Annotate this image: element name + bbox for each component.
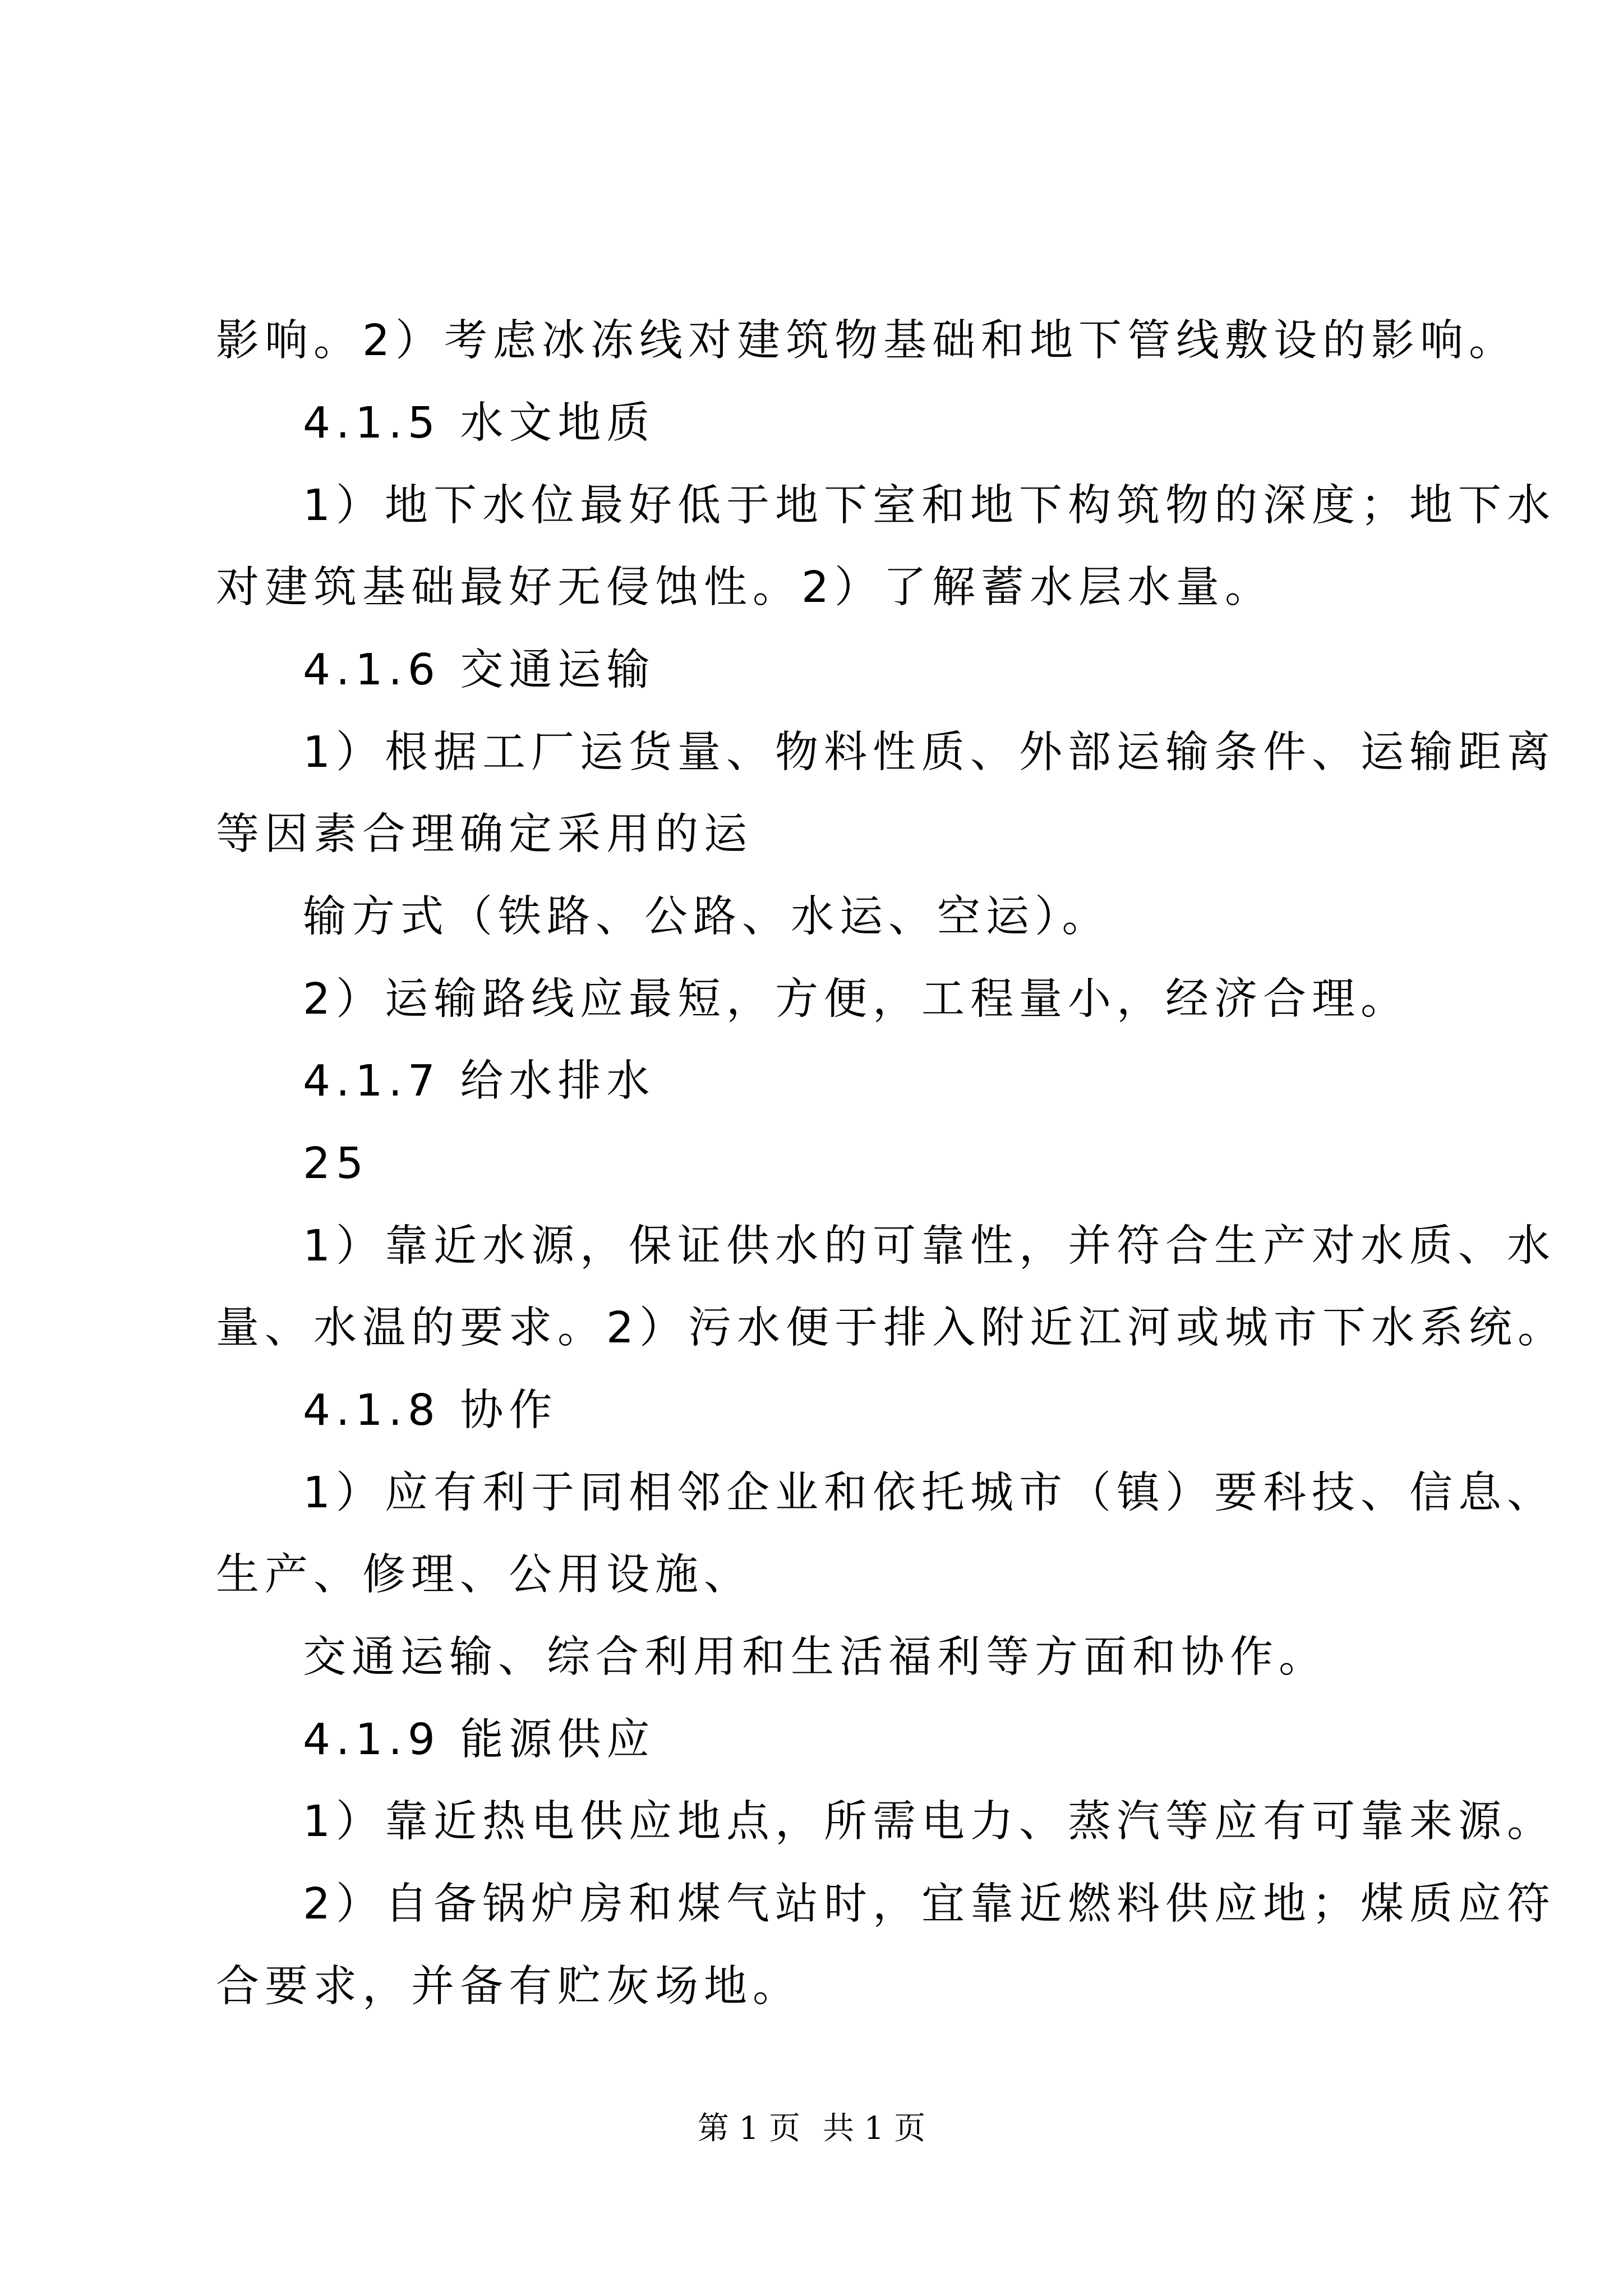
section-heading: 4.1.9 能源供应 [303,1715,656,1765]
text-line: 输方式（铁路、公路、水运、空运）。 [303,892,1111,942]
text-line: 影响。2）考虑冰冻线对建筑物基础和地下管线敷设的影响。 [216,316,1518,366]
text-line: 等因素合理确定采用的运 [216,809,753,859]
page-number-text: 25 [303,1139,369,1189]
text-line: 生产、修理、公用设施、 [216,1550,753,1600]
section-heading: 4.1.5 水文地质 [303,398,656,448]
text-line: 1）地下水位最好低于地下室和地下构筑物的深度；地下水 [303,481,1556,531]
text-line: 合要求，并备有贮灰场地。 [216,1962,801,2012]
section-heading: 4.1.8 协作 [303,1386,558,1435]
text-line: 量、水温的要求。2）污水便于排入附近江河或城市下水系统。 [216,1303,1566,1353]
section-heading: 4.1.6 交通运输 [303,645,656,695]
page-footer [0,2106,1623,2151]
text-line: 1）靠近水源，保证供水的可靠性，并符合生产对水质、水 [303,1221,1556,1271]
section-heading: 4.1.7 给水排水 [303,1056,656,1106]
text-line: 1）靠近热电供应地点，所需电力、蒸汽等应有可靠来源。 [303,1797,1556,1847]
footer-page-current: 第 1 页 [697,2110,800,2147]
text-line: 交通运输、综合利用和生活福利等方面和协作。 [303,1632,1327,1682]
text-line: 2）自备锅炉房和煤气站时，宜靠近燃料供应地；煤质应符 [303,1879,1556,1929]
text-line: 对建筑基础最好无侵蚀性。2）了解蓄水层水量。 [216,563,1274,613]
text-line: 1）应有利于同相邻企业和依托城市（镇）要科技、信息、 [303,1468,1556,1518]
text-line: 1）根据工厂运货量、物料性质、外部运输条件、运输距离 [303,728,1556,777]
footer-page-total: 共 1 页 [823,2110,926,2147]
text-line: 2）运输路线应最短，方便，工程量小，经济合理。 [303,974,1409,1024]
